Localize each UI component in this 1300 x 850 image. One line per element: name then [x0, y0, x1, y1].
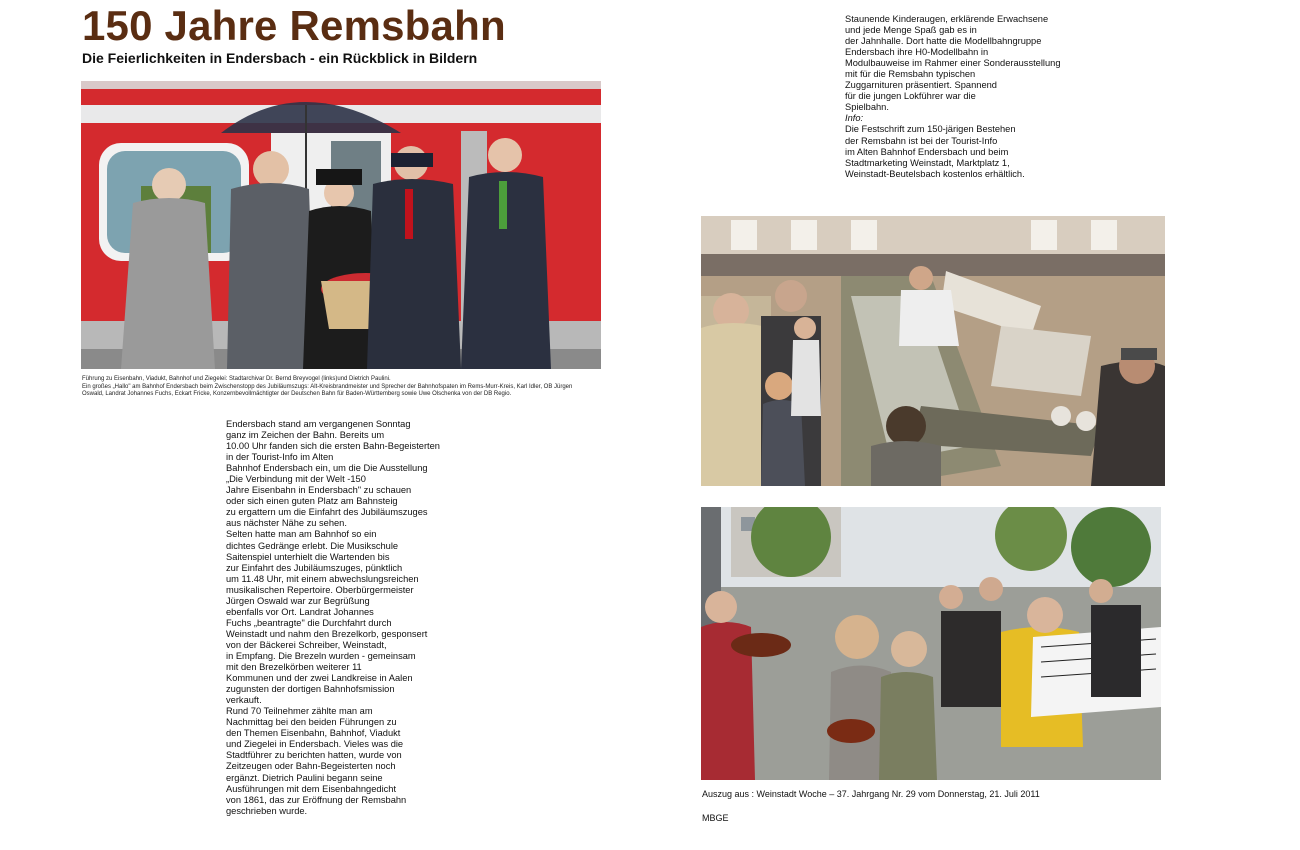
article-line: aus nächster Nähe zu sehen. [226, 518, 347, 529]
article-line: Saitenspiel unterhielt die Wartenden bis [226, 551, 390, 562]
source-citation: Auszug aus : Weinstadt Woche – 37. Jahrgang Nr. 29 vom Donnerstag, 21. Juli 2011 [702, 789, 1040, 799]
article-line: und jede Menge Spaß gab es in [845, 25, 977, 36]
article-line: zu ergattern um die Einfahrt des Jubiläumszuges [226, 507, 428, 518]
article-line: Stadtführer zu berichten hatten, wurde von [226, 750, 402, 761]
photo-model-railway-exhibition [701, 216, 1165, 486]
photo-officials-train [81, 81, 601, 369]
article-line: und Ziegelei in Endersbach. Vieles was die [226, 739, 404, 750]
article-line: Fuchs „beantragte" die Durchfahrt durch [226, 617, 392, 628]
page-subtitle: Die Feierlichkeiten in Endersbach - ein Rückblick in Bildern [82, 50, 478, 66]
article-line: 10.00 Uhr fanden sich die ersten Bahn-Begeisterten [226, 441, 440, 452]
author-initials: MBGE [702, 813, 729, 823]
article-line: musikalischen Repertoire. Oberbürgermeister [226, 584, 414, 595]
article-line: Nachmittag bei den beiden Führungen zu [226, 717, 397, 728]
article-line: Modulbauweise im Rahmer einer Sonderausstellung [845, 58, 1061, 69]
article-line: zur Einfahrt des Jubiläumszuges, pünktlich [226, 562, 403, 573]
article-body-right [845, 14, 1105, 180]
article-body-left [226, 419, 486, 817]
info-label: Info: [845, 113, 864, 124]
article-line: Jürgen Oswald war zur Begrüßung [226, 595, 370, 606]
article-line: Jahre Eisenbahn in Endersbach" zu schauen [226, 485, 412, 496]
article-line: mit den Brezelkörben weiterer 11 [226, 662, 362, 673]
caption-line: Oswald, Landrat Johannes Fuchs, Eckart Fricke, Konzernbevollmächtigter der Deutschen Bahn für Baden-Württemberg sowie Uwe Olschenka von der DB Regio. [82, 391, 512, 397]
article-line: Rund 70 Teilnehmer zählte man am [226, 706, 373, 717]
info-line: der Remsbahn ist bei der Tourist-Info [845, 135, 998, 146]
info-line: im Alten Bahnhof Endersbach und beim [845, 146, 1009, 157]
article-line: Kommunen und der zwei Landkreise in Aalen [226, 673, 413, 684]
article-line: Weinstadt und nahm den Brezelkorb, gesponsert [226, 628, 428, 639]
article-line: von 1861, das zur Eröffnung der Remsbahn [226, 794, 407, 805]
article-line: dichtes Gedränge erlebt. Die Musikschule [226, 540, 399, 551]
article-line: um 11.48 Uhr, mit einem abwechslungsreichen [226, 573, 419, 584]
article-line: verkauft. [226, 695, 262, 706]
article-line: Endersbach ihre H0-Modellbahn in [845, 47, 989, 58]
info-line: Stadtmarketing Weinstadt, Marktplatz 1, [845, 157, 1010, 168]
article-line: Zuggarnituren präsentiert. Spannend [845, 80, 997, 91]
article-line: Staunende Kinderaugen, erklärende Erwachsene [845, 14, 1049, 24]
article-line: zugunsten der dortigen Bahnhofsmission [226, 684, 395, 695]
article-line: von der Bäckerei Schreiber, Weinstadt, [226, 639, 387, 650]
page-title: 150 Jahre Remsbahn [82, 2, 506, 49]
article-line: Bahnhof Endersbach ein, um die Die Ausstellung [226, 463, 428, 474]
info-line: Die Festschrift zum 150-järigen Bestehen [845, 124, 1016, 135]
photo-caption [82, 376, 602, 399]
caption-line: Ein großes „Hallo" am Bahnhof Endersbach beim Zwischenstopp des Jubiläumszugs: Alt-Kreisbrandmeister und Sprecher der Bahnhofspaten im Rems-Murr-Kreis, Karl Idler, OB Jürgen [82, 383, 573, 390]
article-line: in Empfang. Die Brezeln wurden - gemeinsam [226, 650, 416, 661]
article-line: ebenfalls vor Ort. Landrat Johannes [226, 606, 374, 617]
article-line: der Jahnhalle. Dort hatte die Modellbahngruppe [845, 36, 1042, 47]
article-line: Ausführungen mit dem Eisenbahngedicht [226, 783, 397, 794]
article-line: Selten hatte man am Bahnhof so ein [226, 529, 377, 540]
article-line: in der Tourist-Info im Alten [226, 452, 334, 463]
article-line: Zeitzeugen oder Bahn-Begeisterten noch [226, 761, 396, 772]
article-line: für die jungen Lokführer war die [845, 91, 976, 102]
article-line: geschrieben wurde. [226, 805, 308, 816]
info-line: Weinstadt-Beutelsbach kostenlos erhältlich. [845, 168, 1025, 179]
article-line: ganz im Zeichen der Bahn. Bereits um [226, 430, 385, 441]
article-line: oder sich einen guten Platz am Bahnsteig [226, 496, 398, 507]
article-line: den Themen Eisenbahn, Bahnhof, Viadukt [226, 728, 401, 739]
article-line: „Die Verbindung mit der Welt -150 [226, 474, 366, 485]
caption-line: Führung zu Eisenbahn, Viadukt, Bahnhof und Ziegelei: Stadtarchivar Dr. Bernd Breyvogel (links)und Dietrich Paulini. [82, 376, 391, 382]
article-line: Spielbahn. [845, 102, 889, 113]
photo-children-orchestra [701, 507, 1161, 780]
article-line: ergänzt. Dietrich Paulini begann seine [226, 772, 383, 783]
article-line: mit für die Remsbahn typischen [845, 69, 976, 80]
article-line: Endersbach stand am vergangenen Sonntag [226, 419, 411, 429]
